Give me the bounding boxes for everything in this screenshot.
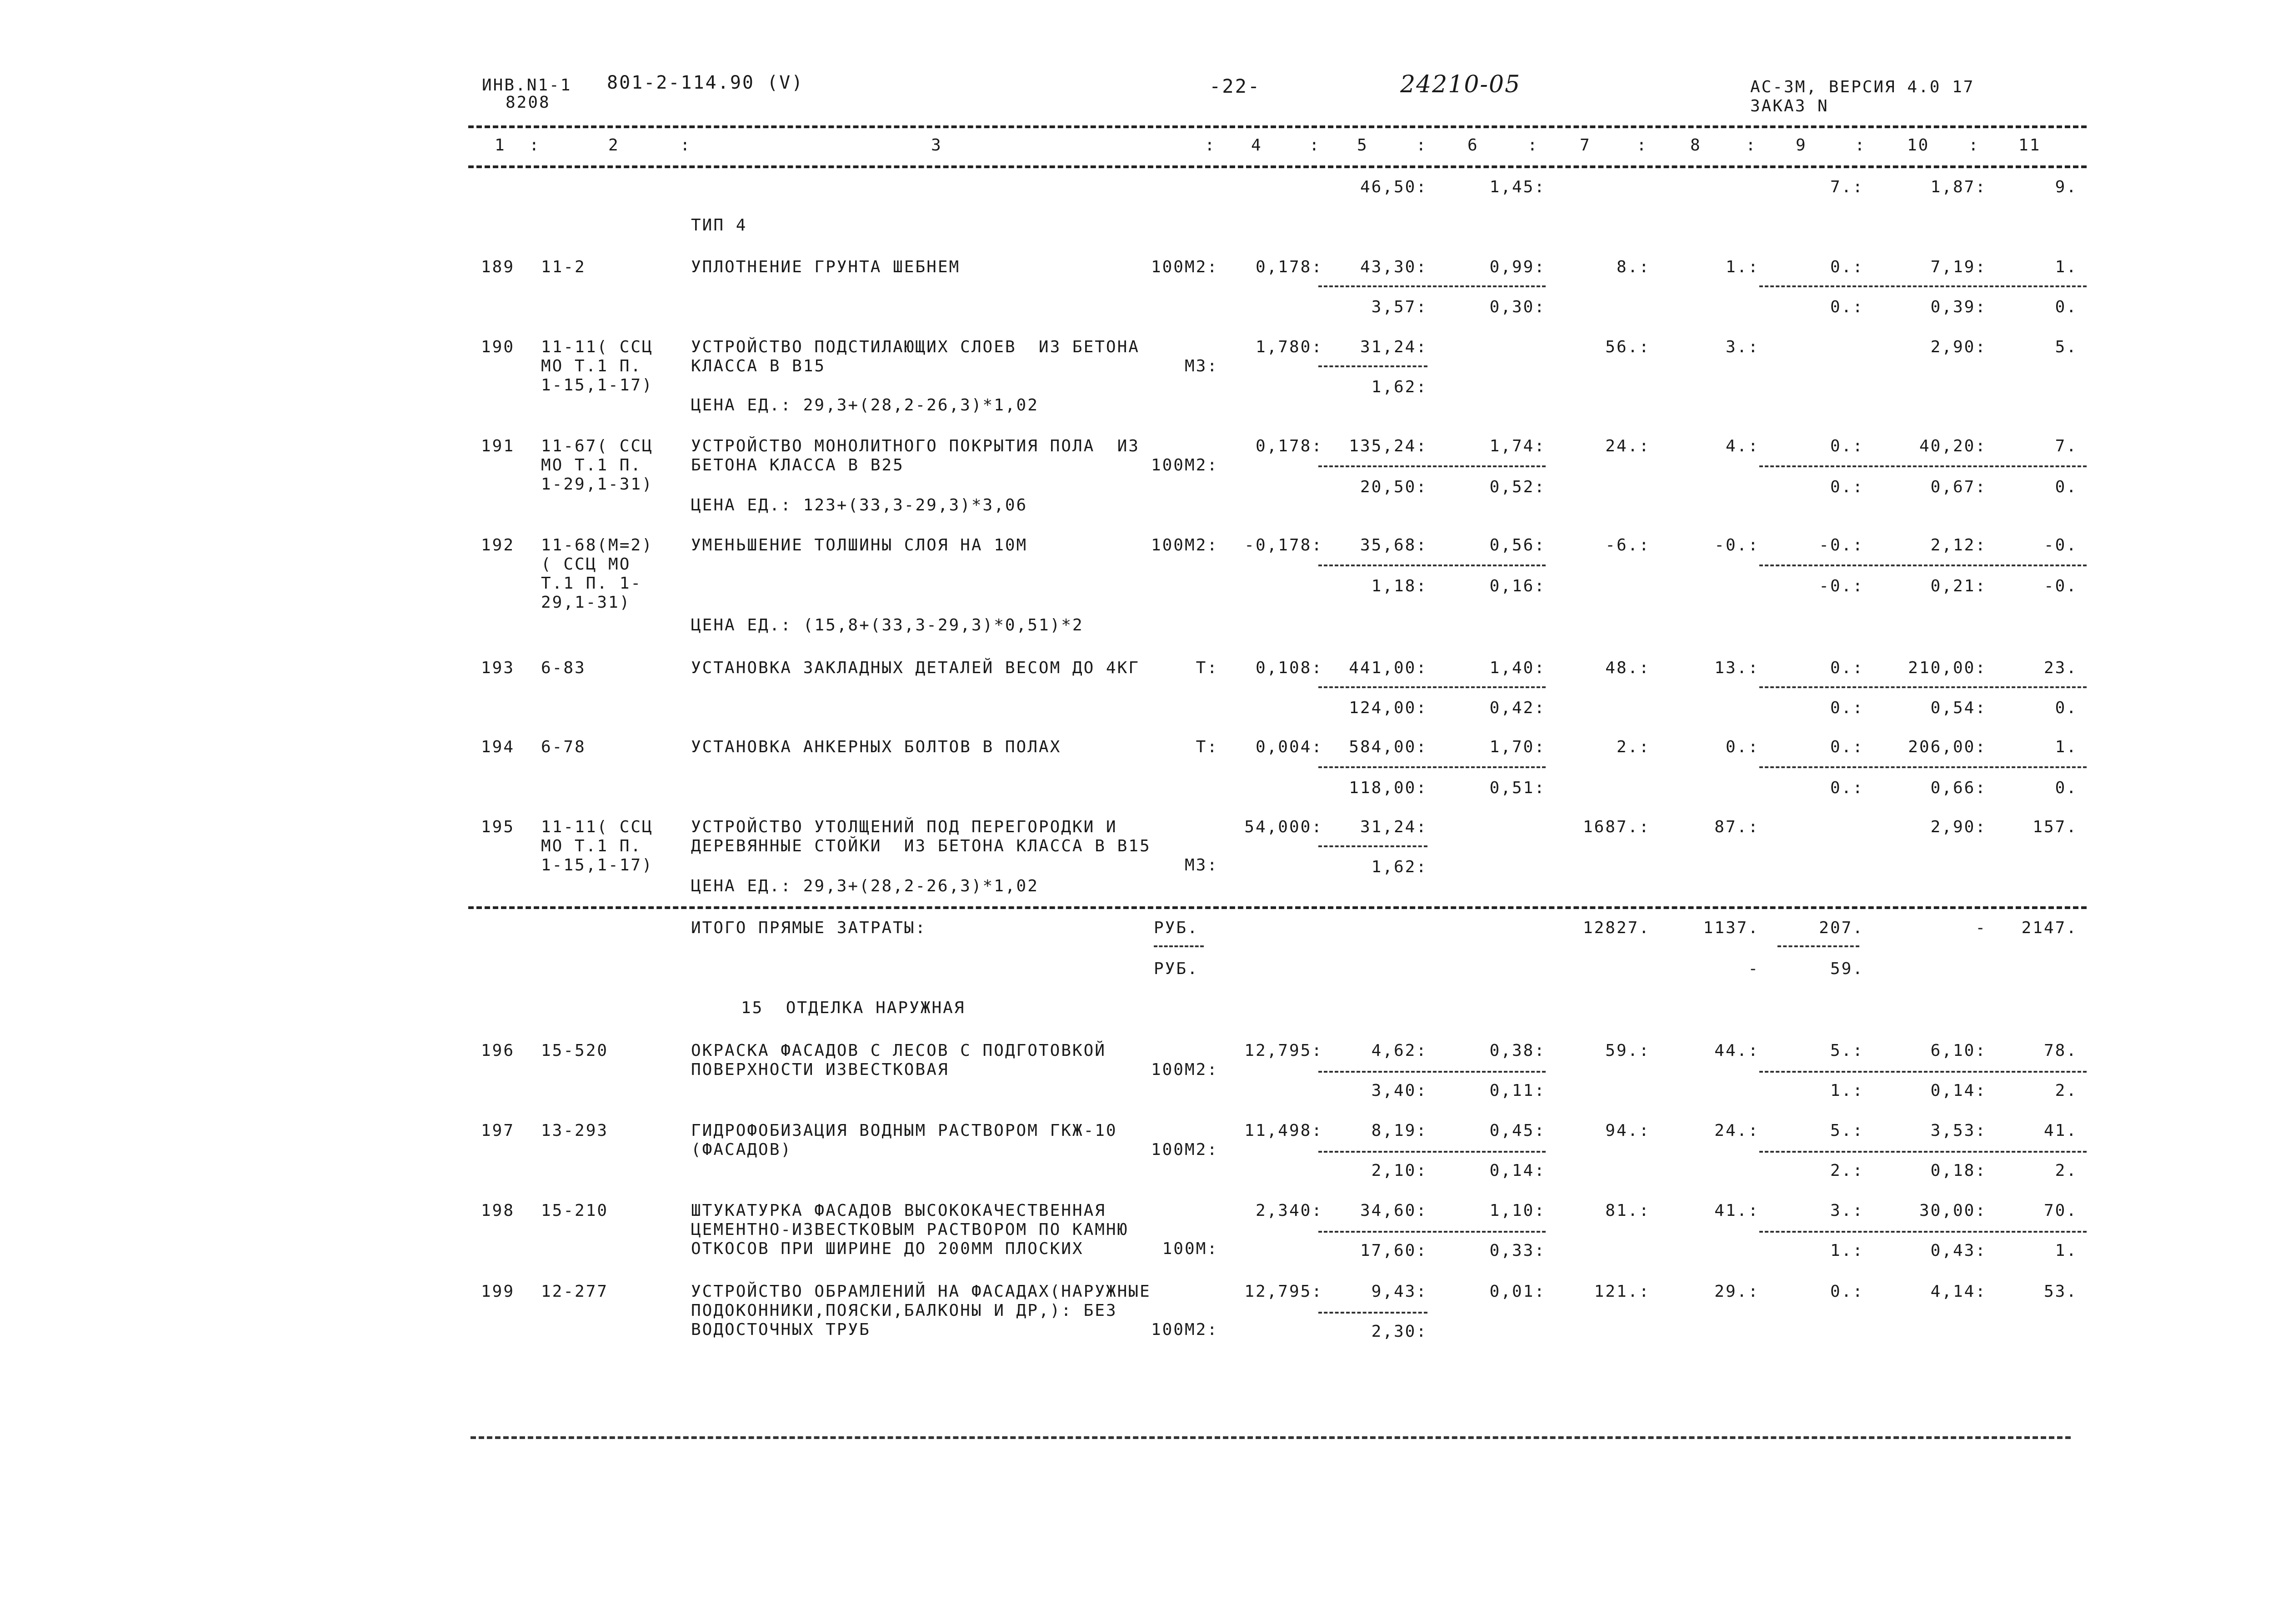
col-header-10: 10 [1907,136,1930,155]
row-197-c9: 5.: [1830,1121,1864,1140]
row-199-c7: 121.: [1594,1282,1650,1301]
row-191-c11b: 0. [2055,478,2078,496]
row-189-c11: 1. [2055,258,2078,276]
row-192-c10: 2,12: [1930,536,1987,555]
row-191-price: ЦЕНА ЕД.: 123+(33,3-29,3)*3,06 [691,496,1028,515]
row-196-c10: 6,10: [1930,1041,1987,1060]
row-194-code: 6-78 [541,738,586,756]
row-197-c5: 8,19: [1371,1121,1427,1140]
row-194-c5: 584,00: [1349,738,1427,756]
row-191-number: 191 [481,437,515,455]
row-192-c9: -0.: [1819,536,1864,555]
row-194-number: 194 [481,738,515,756]
row-189-code: 11-2 [541,258,586,276]
row-191-unit: 100М2: [1151,456,1218,475]
row-194-c11: 1. [2055,738,2078,756]
col-header-3: 3 [931,136,942,155]
row-196-c5b: 3,40: [1371,1081,1427,1100]
row-190-c10: 2,90: [1930,338,1987,356]
section-title: 15 ОТДЕЛКА НАРУЖНАЯ [741,999,966,1017]
row-192-unit: 100М2: [1151,536,1218,555]
row-197-number: 197 [481,1121,515,1140]
row-197-c11b: 2. [2055,1161,2078,1180]
col-header-11: 11 [2018,136,2041,155]
row-189-c10b: 0,39: [1930,298,1987,316]
col-header-2: 2 [608,136,620,155]
row-196-c11: 78. [2043,1041,2078,1060]
row-198-c10: 30,00: [1919,1201,1987,1220]
row-194-c9b: 0.: [1830,779,1864,797]
row-199-c5: 9,43: [1371,1282,1427,1301]
totals-c10: - [1975,919,1987,937]
row-190-qty: 1,780: [1255,338,1323,356]
totals-c8b: - [1748,959,1759,978]
row-199-number: 199 [481,1282,515,1301]
row-192-code: 11-68(М=2) [541,536,653,555]
row-190-code-line3: 1-15,1-17) [541,376,653,395]
row-194-c10: 206,00: [1908,738,1987,756]
row-190-c7: 56.: [1605,338,1650,356]
row-193-code: 6-83 [541,659,586,677]
row-189-number: 189 [481,258,515,276]
handwritten-sheet-code: 24210-05 [1400,71,1521,98]
totals-c11: 2147. [2021,919,2078,937]
row-196-c11b: 2. [2055,1081,2078,1100]
row-195-unit: М3: [1184,856,1218,874]
row-192-c11: -0. [2043,536,2078,555]
row-198-c11: 70. [2043,1201,2078,1220]
row-190-c5: 31,24: [1360,338,1427,356]
row-192-code-line4: 29,1-31) [541,593,631,612]
row-194-qty: 0,004: [1255,738,1323,756]
row-192-c5: 35,68: [1360,536,1427,555]
totals-c9b: 59. [1830,959,1864,978]
row-189-c8: 1.: [1725,258,1759,276]
row-197-c8: 24.: [1714,1121,1759,1140]
row-189-c9: 0.: [1830,258,1864,276]
row-198-number: 198 [481,1201,515,1220]
totals-unit-2: РУБ. [1154,959,1199,978]
row-194-desc: УСТАНОВКА АНКЕРНЫХ БОЛТОВ В ПОЛАХ [691,738,1061,756]
col-header-9: 9 [1796,136,1807,155]
row-190-price: ЦЕНА ЕД.: 29,3+(28,2-26,3)*1,02 [691,396,1039,415]
totals-c7: 12827. [1582,919,1650,937]
col-header-4: 4 [1251,136,1262,155]
row-196-number: 196 [481,1041,515,1060]
row-191-desc: УСТРОЙСТВО МОНОЛИТНОГО ПОКРЫТИЯ ПОЛА ИЗ [691,437,1140,455]
row-198-c7: 81.: [1605,1201,1650,1220]
row-197-c7: 94.: [1605,1121,1650,1140]
row-198-qty: 2,340: [1255,1201,1323,1220]
row-197-c5b: 2,10: [1371,1161,1427,1180]
row-199-c9: 0.: [1830,1282,1864,1301]
row-198-c8: 41.: [1714,1201,1759,1220]
row-193-c11: 23. [2043,659,2078,677]
row-190-code-line2: МО Т.1 П. [541,357,642,375]
row-198-c5: 34,60: [1360,1201,1427,1220]
row-195-code-line3: 1-15,1-17) [541,856,653,874]
row-193-c11b: 0. [2055,699,2078,717]
row-199-c10: 4,14: [1930,1282,1987,1301]
row-196-c7: 59.: [1605,1041,1650,1060]
row-191-c7: 24.: [1605,437,1650,455]
row-193-c10b: 0,54: [1930,699,1987,717]
row-191-c9: 0.: [1830,437,1864,455]
row-199-code: 12-277 [541,1282,609,1301]
row-196-unit: 100М2: [1151,1060,1218,1079]
row-195-c11: 157. [2033,818,2078,836]
row-193-c6b: 0,42: [1489,699,1546,717]
row-197-c6: 0,45: [1489,1121,1546,1140]
row-192-c6b: 0,16: [1489,577,1546,595]
row-195-code-line2: МО Т.1 П. [541,837,642,855]
row-192-c6: 0,56: [1489,536,1546,555]
row-199-desc-line2: ПОДОКОННИКИ,ПОЯСКИ,БАЛКОНЫ И ДР,): БЕЗ [691,1301,1117,1320]
row-194-c10b: 0,66: [1930,779,1987,797]
row-194-c8: 0.: [1725,738,1759,756]
row-194-c6b: 0,51: [1489,779,1546,797]
row-189-c6: 0,99: [1489,258,1546,276]
project-code: 801-2-114.90 (V) [607,72,804,93]
row-192-c9b: -0.: [1819,577,1864,595]
row-196-qty: 12,795: [1244,1041,1323,1060]
row-189-c11b: 0. [2055,298,2078,316]
row-192-c7: -6.: [1605,536,1650,555]
row-193-c10: 210,00: [1908,659,1987,677]
row-195-c10: 2,90: [1930,818,1987,836]
page-bottom-rule [471,1436,2071,1439]
row-195-price: ЦЕНА ЕД.: 29,3+(28,2-26,3)*1,02 [691,877,1039,895]
row-190-c8: 3.: [1725,338,1759,356]
row-192-c10b: 0,21: [1930,577,1987,595]
row-189-c7: 8.: [1616,258,1650,276]
row-192-price: ЦЕНА ЕД.: (15,8+(33,3-29,3)*0,51)*2 [691,616,1084,635]
row-189-c5b: 3,57: [1371,298,1427,316]
row-197-desc: ГИДРОФОБИЗАЦИЯ ВОДНЫМ РАСТВОРОМ ГКЖ-10 [691,1121,1117,1140]
row-191-c5b: 20,50: [1360,478,1427,496]
row-190-c11: 5. [2055,338,2078,356]
row-192-code-line3: Т.1 П. 1- [541,574,642,593]
row-191-qty: 0,178: [1255,437,1323,455]
row-198-c10b: 0,43: [1930,1241,1987,1260]
row-196-c10b: 0,14: [1930,1081,1987,1100]
row-199-unit: 100М2: [1151,1320,1218,1339]
estimate-sheet: ИНВ.N1-1 8208 801-2-114.90 (V) -22- 24210-05 АС-3М, ВЕРСИЯ 4.0 17 ЗАКАЗ N 1 2 3 4 5 6 7 8 9 10 11 : : : : : : : : : : 46,50: 1,45: 7.: 1,87: 9. ТИП 4 189 11-2 УПЛОТНЕНИЕ ГРУНТА ШЕБНЕМ 100М2: 0,178: 43,30: 0,99: 8.: 1.: 0.: 7,19: 1. 3,57: 0,30: 0.: 0,39: 0. 190 11-11( ССЦ МО Т.1 П. 1-15,1-17) УСТРОЙСТВО ПОДСТИЛАЮЩИХ СЛОЕВ ИЗ БЕТОНА КЛАССА В В15 М3: 1,780: 31,24: 56.: 3.: 2,90: 5. 1,62: ЦЕНА ЕД.: 29,3+(28,2-26,3)*1,02 191 11-67( ССЦ МО Т.1 П. 1-29,1-31) УСТРОЙСТВО МОНОЛИТНОГО ПОКРЫТИЯ ПОЛА ИЗ БЕТОНА КЛАССА В В25 100М2: 0,178: 135,24: 1,74: 24.: 4.: 0.: 40,20: 7. 20,50: 0,52: 0.: 0,67: 0. ЦЕНА ЕД.: 123+(33,3-29,3)*3,06 192 11-68(М=2) ( ССЦ МО Т.1 П. 1- 29,1-31) УМЕНЬШЕНИЕ ТОЛШИНЫ СЛОЯ НА 10М 100М2: -0,178: 35,68: 0,56: -6.: -0.: -0.: 2,12: -0. 1,18: 0,16: -0.: 0,21: -0. ЦЕНА ЕД.: (15,8+(33,3-29,3)*0,51)*2 193 6-83 УСТАНОВКА ЗАКЛАДНЫХ ДЕТАЛЕЙ ВЕСОМ ДО 4КГ Т: 0,108: 441,00: 1,40: 48.: 13.: 0.: 210,00: 23. 124,00: 0,42: 0.: 0,54: 0. 194 6-78 УСТАНОВКА АНКЕРНЫХ БОЛТОВ В ПОЛАХ Т: 0,004: 584,00: 1,70: 2.: 0.: 0.: 206,00: 1. 118,00: 0,51: 0.: 0,66: 0. 195 11-11( ССЦ МО Т.1 П. 1-15,1-17) УСТРОЙСТВО УТОЛЩЕНИЙ ПОД ПЕРЕГОРОДКИ И ДЕРЕВЯННЫЕ СТОЙКИ ИЗ БЕТОНА КЛАССА В В15 М3: 54,000: 31,24: 1687.: 87.: 2,90: 157. 1,62: ЦЕНА ЕД.: 29,3+(28,2-26,3)*1,02 ИТОГО ПРЯМЫЕ ЗАТРАТЫ: РУБ. 12827. 1137. 207. - 2147. РУБ. - 59. 15 ОТДЕЛКА НАРУЖНАЯ 196 15-520 ОКРАСКА ФАСАДОВ С ЛЕСОВ С ПОДГОТОВКОЙ ПОВЕРХНОСТИ ИЗВЕСТКОВАЯ 100М2: 12,795: 4,62: 0,38: 59.: 44.: 5.: 6,10: 78. 3,40: 0,11: 1.: 0,14: 2. 197 13-293 ГИДРОФОБИЗАЦИЯ ВОДНЫМ РАСТВОРОМ ГКЖ-10 (ФАСАДОВ) 100М2: 11,498: 8,19: 0,45: 94.: 24.: 5.: 3,53: 41. 2,10: 0,14: 2.: 0,18: 2. 198 15-210 ШТУКАТУРКА ФАСАДОВ ВЫСОКОКАЧЕСТВЕННАЯ ЦЕМЕНТНО-ИЗВЕСТКОВЫМ РАСТВОРОМ ПО КАМНЮ ОТКОСОВ ПРИ ШИРИНЕ ДО 200ММ ПЛОСКИХ 100М: 2,340: 34,60: 1,10: 81.: 41.: 3.: 30,00: 70. 17,60: 0,33: 1.: 0,43: 1. 199 12-277 УСТРОЙСТВО ОБРАМЛЕНИЙ НА ФАСАДАХ(НАРУЖНЫЕ ПОДОКОННИКИ,ПОЯСКИ,БАЛКОНЫ И ДР,): БЕЗ ВОДОСТОЧНЫХ ТРУБ 100М2: 12,795: 9,43: 0,01: 121.: 29.: 0.: 4,14: 53. 2,30: [0,0,2273,1624]
row-198-code: 15-210 [541,1201,609,1220]
row-192-number: 192 [481,536,515,555]
row-195-desc-line2: ДЕРЕВЯННЫЕ СТОЙКИ ИЗ БЕТОНА КЛАССА В В15 [691,837,1151,855]
row-193-c9b: 0.: [1830,699,1864,717]
header-rule-bottom [468,165,2087,168]
row-196-c6b: 0,11: [1489,1081,1546,1100]
program-version: АС-3М, ВЕРСИЯ 4.0 17 [1750,78,1975,96]
row-193-c5b: 124,00: [1349,699,1427,717]
row-195-c5: 31,24: [1360,818,1427,836]
row-198-c6: 1,10: [1489,1201,1546,1220]
row-199-desc: УСТРОЙСТВО ОБРАМЛЕНИЙ НА ФАСАДАХ(НАРУЖНЫЕ [691,1282,1151,1301]
row-193-c9: 0.: [1830,659,1864,677]
col-header-8: 8 [1690,136,1702,155]
totals-c9: 207. [1819,919,1864,937]
col-header-1: 1 [495,136,506,155]
row-194-c9: 0.: [1830,738,1864,756]
row-197-c11: 41. [2043,1121,2078,1140]
col-header-5: 5 [1357,136,1368,155]
totals-rule [468,906,2087,909]
row-198-desc: ШТУКАТУРКА ФАСАДОВ ВЫСОКОКАЧЕСТВЕННАЯ [691,1201,1106,1220]
row-191-c6b: 0,52: [1489,478,1546,496]
row-197-c10: 3,53: [1930,1121,1987,1140]
row-192-qty: -0,178: [1244,536,1323,555]
row-195-c7: 1687.: [1582,818,1650,836]
row-196-desc: ОКРАСКА ФАСАДОВ С ЛЕСОВ С ПОДГОТОВКОЙ [691,1041,1106,1060]
type-label: ТИП 4 [691,216,747,235]
row-189-c9b: 0.: [1830,298,1864,316]
row-193-c5: 441,00: [1349,659,1427,677]
header-rule-top [468,125,2087,128]
row-191-c6: 1,74: [1489,437,1546,455]
row-191-desc-line2: БЕТОНА КЛАССА В В25 [691,456,904,475]
carry-c5: 46,50: [1360,178,1427,196]
row-195-code: 11-11( ССЦ [541,818,653,836]
row-196-c5: 4,62: [1371,1041,1427,1060]
row-191-c5: 135,24: [1349,437,1427,455]
totals-c8: 1137. [1703,919,1759,937]
row-193-c7: 48.: [1605,659,1650,677]
col-header-6: 6 [1467,136,1479,155]
row-195-number: 195 [481,818,515,836]
row-195-qty: 54,000: [1244,818,1323,836]
row-190-code: 11-11( ССЦ [541,338,653,356]
row-195-c5b: 1,62: [1371,858,1427,876]
carry-c11: 9. [2055,178,2078,196]
row-189-qty: 0,178: [1255,258,1323,276]
row-196-code: 15-520 [541,1041,609,1060]
row-189-c6b: 0,30: [1489,298,1546,316]
row-199-c5b: 2,30: [1371,1322,1427,1341]
totals-unit: РУБ. [1154,919,1199,937]
row-199-c11: 53. [2043,1282,2078,1301]
row-196-c6: 0,38: [1489,1041,1546,1060]
row-190-c5b: 1,62: [1371,378,1427,396]
row-193-c8: 13.: [1714,659,1759,677]
row-193-qty: 0,108: [1255,659,1323,677]
row-197-c10b: 0,18: [1930,1161,1987,1180]
row-190-desc-line2: КЛАССА В В15 [691,357,826,375]
row-199-qty: 12,795: [1244,1282,1323,1301]
row-191-c10b: 0,67: [1930,478,1987,496]
row-198-c6b: 0,33: [1489,1241,1546,1260]
row-189-desc: УПЛОТНЕНИЕ ГРУНТА ШЕБНЕМ [691,258,961,276]
row-191-code: 11-67( ССЦ [541,437,653,455]
row-191-code-line2: МО Т.1 П. [541,456,642,475]
row-197-unit: 100М2: [1151,1140,1218,1159]
row-190-unit: М3: [1184,357,1218,375]
row-196-c9: 5.: [1830,1041,1864,1060]
row-192-desc: УМЕНЬШЕНИЕ ТОЛШИНЫ СЛОЯ НА 10М [691,536,1028,555]
row-194-c11b: 0. [2055,779,2078,797]
carry-c9: 7.: [1830,178,1864,196]
row-194-c5b: 118,00: [1349,779,1427,797]
col-header-7: 7 [1580,136,1591,155]
row-198-unit: 100М: [1162,1239,1218,1258]
row-194-c7: 2.: [1616,738,1650,756]
totals-label: ИТОГО ПРЯМЫЕ ЗАТРАТЫ: [691,919,927,937]
row-192-c11b: -0. [2043,577,2078,595]
row-199-c6: 0,01: [1489,1282,1546,1301]
row-192-code-line2: ( ССЦ МО [541,555,631,574]
row-195-desc: УСТРОЙСТВО УТОЛЩЕНИЙ ПОД ПЕРЕГОРОДКИ И [691,818,1117,836]
row-193-desc: УСТАНОВКА ЗАКЛАДНЫХ ДЕТАЛЕЙ ВЕСОМ ДО 4КГ [691,659,1140,677]
row-195-c8: 87.: [1714,818,1759,836]
row-196-c9b: 1.: [1830,1081,1864,1100]
carry-c6: 1,45: [1489,178,1546,196]
row-189-c5: 43,30: [1360,258,1427,276]
row-192-c5b: 1,18: [1371,577,1427,595]
row-190-number: 190 [481,338,515,356]
row-189-c10: 7,19: [1930,258,1987,276]
row-198-desc-line2: ЦЕМЕНТНО-ИЗВЕСТКОВЫМ РАСТВОРОМ ПО КАМНЮ [691,1220,1129,1239]
row-199-desc-line3: ВОДОСТОЧНЫХ ТРУБ [691,1320,871,1339]
row-198-c9b: 1.: [1830,1241,1864,1260]
page-number: -22- [1209,75,1261,97]
row-198-c11b: 1. [2055,1241,2078,1260]
carry-c10: 1,87: [1930,178,1987,196]
row-191-c11: 7. [2055,437,2078,455]
row-197-c6b: 0,14: [1489,1161,1546,1180]
row-198-desc-line3: ОТКОСОВ ПРИ ШИРИНЕ ДО 200ММ ПЛОСКИХ [691,1239,1084,1258]
row-193-number: 193 [481,659,515,677]
row-191-c9b: 0.: [1830,478,1864,496]
row-193-unit: Т: [1196,659,1218,677]
row-198-c9: 3.: [1830,1201,1864,1220]
row-198-c5b: 17,60: [1360,1241,1427,1260]
row-192-c8: -0.: [1714,536,1759,555]
inventory-label: ИНВ.N1-1 [482,76,572,95]
row-193-c6: 1,40: [1489,659,1546,677]
row-191-c8: 4.: [1725,437,1759,455]
row-190-desc: УСТРОЙСТВО ПОДСТИЛАЮЩИХ СЛОЕВ ИЗ БЕТОНА [691,338,1140,356]
row-191-code-line3: 1-29,1-31) [541,475,653,494]
row-197-qty: 11,498: [1244,1121,1323,1140]
row-197-desc-line2: (ФАСАДОВ) [691,1140,792,1159]
row-199-c8: 29.: [1714,1282,1759,1301]
row-189-unit: 100М2: [1151,258,1218,276]
row-191-c10: 40,20: [1919,437,1987,455]
row-194-c6: 1,70: [1489,738,1546,756]
inventory-number: 8208 [506,93,551,112]
order-label: ЗАКАЗ N [1750,97,1829,115]
row-194-unit: Т: [1196,738,1218,756]
row-197-code: 13-293 [541,1121,609,1140]
row-196-desc-line2: ПОВЕРХНОСТИ ИЗВЕСТКОВАЯ [691,1060,949,1079]
row-197-c9b: 2.: [1830,1161,1864,1180]
row-196-c8: 44.: [1714,1041,1759,1060]
